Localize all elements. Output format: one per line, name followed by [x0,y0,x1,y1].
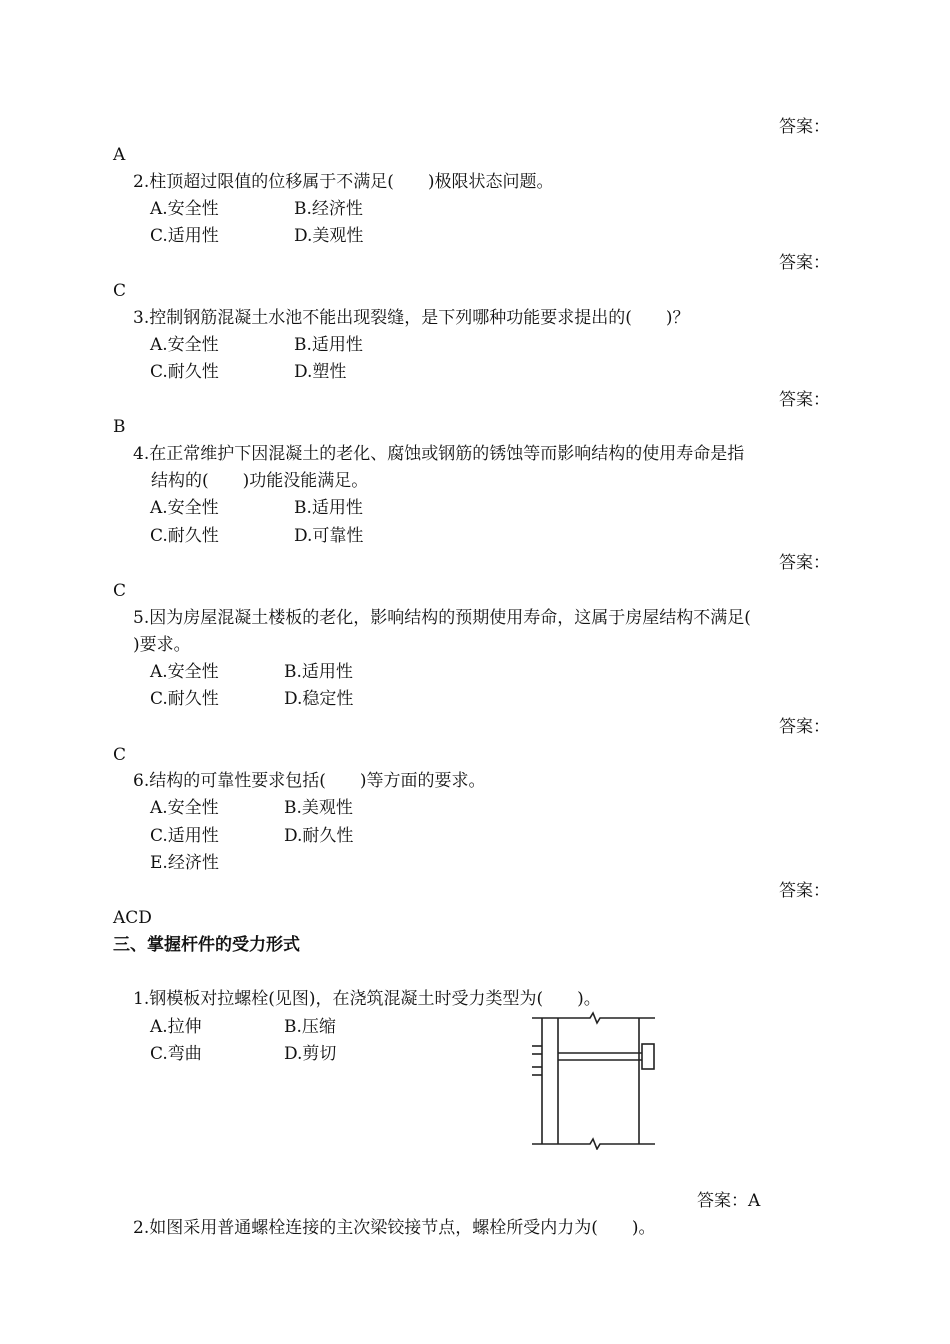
q5-option-c: C.耐久性 [150,689,219,709]
q6-answer-value: ACD [113,908,152,928]
q2-option-d: D.美观性 [294,226,364,246]
q3-option-a: A.安全性 [150,335,219,355]
q4-option-d: D.可靠性 [294,526,364,546]
question-4-text-line2: 结构的( )功能没能满足。 [151,471,369,491]
q6-option-c: C.适用性 [150,826,219,846]
s3q1-option-d: D.剪切 [284,1044,337,1064]
tie-bolt-formwork-diagram [530,1010,665,1150]
question-4-text-line1: 4.在正常维护下因混凝土的老化、腐蚀或钢筋的锈蚀等而影响结构的使用寿命是指 [133,444,745,464]
answer-label: 答案： [779,117,830,137]
q6-option-e: E.经济性 [150,853,219,873]
q4-answer-value: C [113,581,127,601]
q5-answer-value: C [113,745,127,765]
q3-option-c: C.耐久性 [150,362,219,382]
q2-answer-label: 答案： [779,253,830,273]
q3-option-b: B.适用性 [294,335,363,355]
q2-option-c: C.适用性 [150,226,219,246]
q4-option-b: B.适用性 [294,498,363,518]
q6-option-a: A.安全性 [150,798,219,818]
section3-question-2-text: 2.如图采用普通螺栓连接的主次梁铰接节点，螺栓所受内力为( )。 [133,1218,656,1238]
q6-option-d: D.耐久性 [284,826,354,846]
q3-answer-label: 答案： [779,390,830,410]
q2-option-a: A.安全性 [150,199,219,219]
question-2-text: 2.柱顶超过限值的位移属于不满足( )极限状态问题。 [133,172,554,192]
q6-answer-label: 答案： [779,881,830,901]
q4-answer-label: 答案： [779,553,830,573]
q2-answer-value: C [113,281,127,301]
q5-option-d: D.稳定性 [284,689,354,709]
q5-option-a: A.安全性 [150,662,219,682]
q5-answer-label: 答案： [779,717,830,737]
section-heading: 三、掌握杆件的受力形式 [113,935,300,955]
q6-option-b: B.美观性 [284,798,353,818]
section3-question-1-text: 1.钢模板对拉螺栓(见图)，在浇筑混凝土时受力类型为( )。 [133,989,601,1009]
answer-value: A [113,145,126,165]
s3q1-option-b: B.压缩 [284,1017,336,1037]
q4-option-a: A.安全性 [150,498,219,518]
s3q1-answer: 答案：A [697,1191,761,1211]
q3-option-d: D.塑性 [294,362,347,382]
q4-option-c: C.耐久性 [150,526,219,546]
question-5-text-line2: )要求。 [133,635,191,655]
q2-option-b: B.经济性 [294,199,363,219]
q5-option-b: B.适用性 [284,662,353,682]
question-3-text: 3.控制钢筋混凝土水池不能出现裂缝，是下列哪种功能要求提出的( )？ [133,308,690,328]
question-6-text: 6.结构的可靠性要求包括( )等方面的要求。 [133,771,486,791]
q3-answer-value: B [113,417,126,437]
s3q1-option-c: C.弯曲 [150,1044,202,1064]
s3q1-option-a: A.拉伸 [150,1017,202,1037]
question-5-text-line1: 5.因为房屋混凝土楼板的老化，影响结构的预期使用寿命，这属于房屋结构不满足( [133,608,751,628]
